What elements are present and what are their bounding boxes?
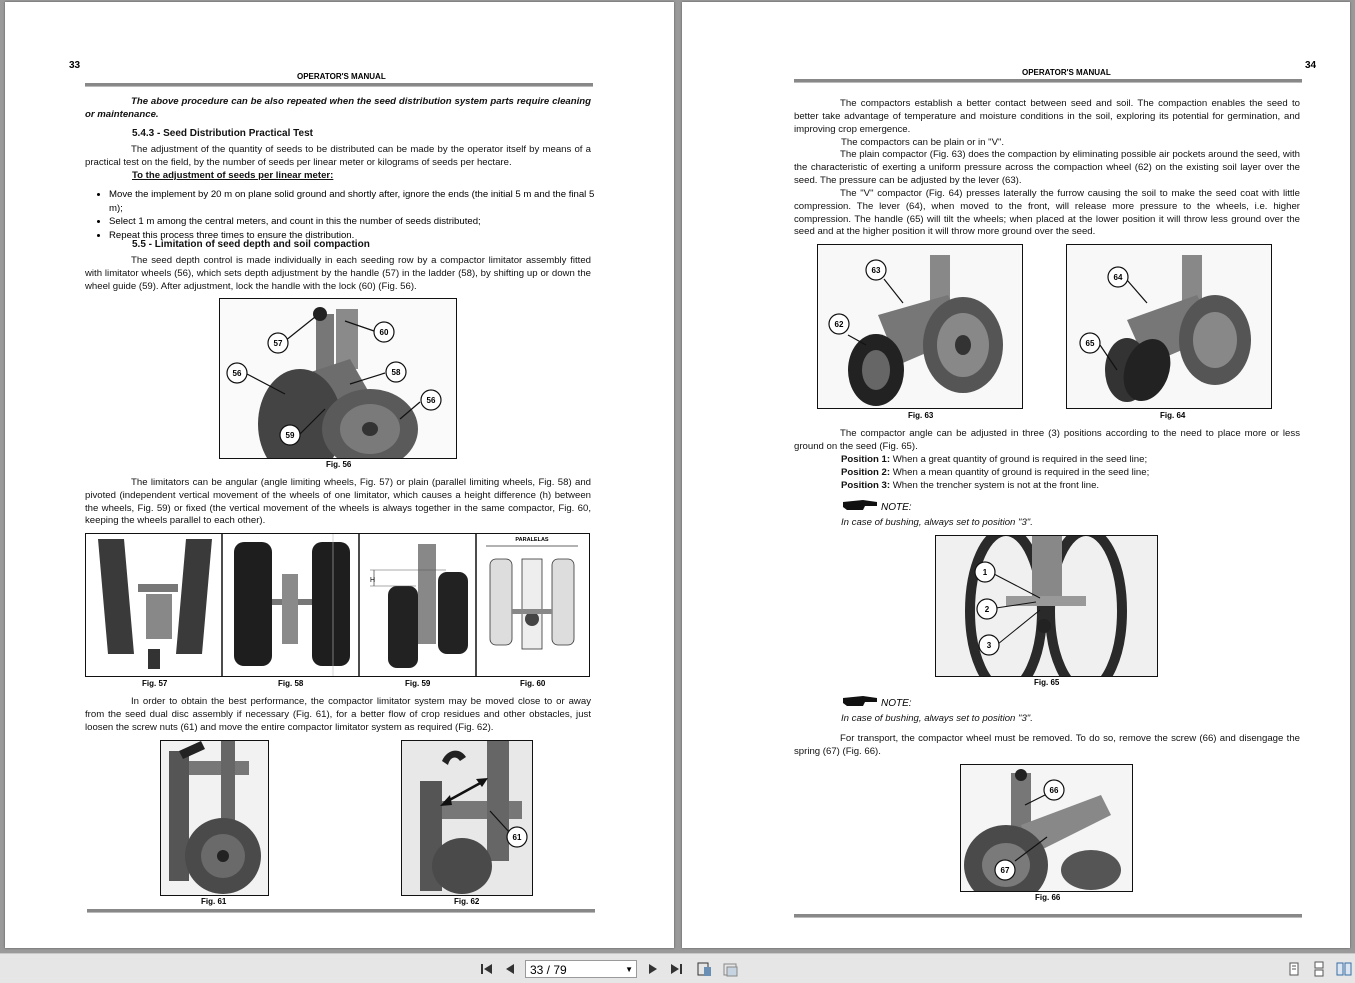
pointing-hand-icon	[841, 694, 879, 708]
figure-62	[401, 740, 533, 896]
position-label: Position 3:	[841, 480, 891, 491]
figure-caption: Fig. 56	[326, 460, 352, 469]
callout-label: 1	[982, 568, 988, 577]
next-page-icon[interactable]	[645, 961, 661, 977]
v-compactor-paragraph: The "V" compactor (Fig. 64) presses laterally the furrow causing the soil to make the seed coat with little compression. The lever (64), when moved to the front, will release more pressure to the wheels, i.e. higher compression. The handle (65) will tilt the wheels; when placed at the lower position it will throw less ground over the seed and at the higher position it will throw more ground over the seed.	[794, 188, 1300, 238]
single-page-icon[interactable]	[1286, 961, 1302, 977]
figure-caption: Fig. 64	[1160, 411, 1186, 420]
figure-row-57-60	[85, 533, 590, 677]
figure-64	[1066, 244, 1272, 409]
position-label: Position 1:	[841, 454, 891, 465]
footer-rule	[794, 914, 1302, 918]
figure-caption: Fig. 58	[278, 679, 304, 688]
fit-page-icon[interactable]	[696, 961, 712, 977]
adjust-subheading: To the adjustment of seeds per linear meter:	[132, 170, 334, 181]
section-heading-55: 5.5 - Limitation of seed depth and soil compaction	[132, 239, 370, 250]
position-text: When a mean quantity of ground is required in the seed line;	[890, 467, 1150, 478]
callout-label: 60	[379, 328, 389, 337]
position-text: When the trencher system is not at the front line.	[890, 480, 1100, 491]
position-3	[841, 480, 1099, 493]
callout-label: 61	[512, 833, 522, 842]
callout-label: 3	[986, 641, 992, 650]
figure-caption: Fig. 65	[1034, 678, 1060, 687]
page-header: OPERATOR'S MANUAL	[1022, 68, 1111, 77]
callout-label: 2	[984, 605, 990, 614]
callout-label: 65	[1085, 339, 1095, 348]
first-page-icon[interactable]	[478, 961, 494, 977]
figure-56	[219, 298, 457, 459]
compactor-types-paragraph: The compactors can be plain or in "V".	[841, 137, 1005, 148]
height-label: H	[370, 577, 376, 584]
list-item: • Repeat this process three times to ensure the distribution.	[109, 229, 595, 243]
adjust-paragraph: The adjustment of the quantity of seeds to be distributed can be made by the operator itself by means of a practical test on the field, by the number of seeds per linear meter or kilograms of seeds per hectare.	[85, 144, 591, 168]
right-page	[682, 2, 1350, 948]
prev-page-icon[interactable]	[502, 961, 518, 977]
figure-caption: Fig. 62	[454, 897, 480, 906]
figure-65	[935, 535, 1158, 677]
callout-label: 66	[1049, 786, 1059, 795]
note-text: In case of bushing, always set to position "3".	[841, 713, 1033, 724]
limitators-paragraph: The limitators can be angular (angle limiting wheels, Fig. 57) or plain (parallel limiting wheels, Fig. 58) and pivoted (independent vertical movement of the wheels of one limitator, which causes a height difference (h) between the wheels, Fig. 59) or fixed (the vertical movement of the wheels is always together in the same compactor, Fig. 60, keeping the wheels parallel to each other).	[85, 477, 591, 527]
callout-label: 57	[273, 339, 283, 348]
figure-caption: Fig. 63	[908, 411, 934, 420]
depth-paragraph: The seed depth control is made individually in each seeding row by a compactor limitator assembly fitted with limitator wheels (56), which sets depth adjustment by the handle (57) in the ladder (58), by shifting up or down the wheel guide (59). After adjustment, lock the handle with the lock (60) (Fig. 56).	[85, 255, 591, 292]
position-2	[841, 467, 1149, 480]
callout-label: 63	[871, 266, 881, 275]
note-label: NOTE:	[881, 502, 912, 513]
figure-caption: Fig. 60	[520, 679, 546, 688]
compactors-paragraph: The compactors establish a better contact between seed and soil. The compaction enables the seed to better take advantage of temperature and moisture conditions in the soil, exploring its potential for germination, and improving crop emergence.	[794, 98, 1300, 135]
figure-caption: Fig. 57	[142, 679, 168, 688]
procedure-list	[89, 188, 595, 242]
transport-paragraph: For transport, the compactor wheel must be removed. To do so, remove the screw (66) and disengage the spring (67) (Fig. 66).	[794, 733, 1300, 757]
pointing-hand-icon	[841, 498, 879, 512]
callout-label: 56	[232, 369, 242, 378]
page-header: OPERATOR'S MANUAL	[297, 72, 386, 81]
callout-label: 67	[1000, 866, 1010, 875]
list-item: • Select 1 m among the central meters, and count in this the number of seeds distributed;	[109, 215, 595, 229]
viewer-toolbar	[0, 953, 1355, 983]
note-label: NOTE:	[881, 698, 912, 709]
callout-label: 59	[285, 431, 295, 440]
callout-label: 64	[1113, 273, 1123, 282]
last-page-icon[interactable]	[669, 961, 685, 977]
chevron-down-icon[interactable]: ▼	[625, 965, 633, 974]
continuous-page-icon[interactable]	[1311, 961, 1327, 977]
figure-66	[960, 764, 1133, 892]
angle-paragraph: The compactor angle can be adjusted in three (3) positions according to the need to place more or less ground on the seed (Fig. 65).	[794, 428, 1300, 452]
performance-paragraph: In order to obtain the best performance, the compactor limitator system may be moved close to or away from the seed dual disc assembly if necessary (Fig. 61), for a better flow of crop residues and other obstacles, just loosen the screw nuts (61) and move the entire compactor limitator system as required (Fig. 62).	[85, 696, 591, 733]
figure-caption: Fig. 59	[405, 679, 431, 688]
footer-rule	[87, 909, 595, 913]
position-text: When a great quantity of ground is required in the seed line;	[890, 454, 1148, 465]
page-number-input[interactable]	[525, 960, 637, 978]
page-number: 33	[69, 60, 81, 71]
note-text: In case of bushing, always set to position "3".	[841, 517, 1033, 528]
page-number-value: 33 / 79	[530, 963, 567, 977]
callout-label: 58	[391, 368, 401, 377]
figure-caption: Fig. 61	[201, 897, 227, 906]
figure-63	[817, 244, 1023, 409]
callout-label: 62	[834, 320, 844, 329]
two-page-icon[interactable]	[1336, 961, 1352, 977]
page-number: 34	[1305, 60, 1317, 71]
position-label: Position 2:	[841, 467, 891, 478]
left-page	[5, 2, 674, 948]
intro-paragraph: The above procedure can be also repeated when the seed distribution system parts require cleaning or maintenance.	[85, 96, 591, 120]
figure-caption: Fig. 66	[1035, 893, 1061, 902]
header-rule	[794, 79, 1302, 83]
plain-compactor-paragraph: The plain compactor (Fig. 63) does the compaction by eliminating possible air pockets around the seed, with the characteristic of exerting a uniform pressure across the compaction wheel (62) on the existing soil layer over the seed. The pressure can be adjusted by the lever (63).	[794, 149, 1300, 186]
position-1	[841, 454, 1147, 467]
fit-width-icon[interactable]	[722, 961, 738, 977]
header-rule	[85, 83, 593, 87]
callout-label: 56	[426, 396, 436, 405]
list-item: • Move the implement by 20 m on plane solid ground and shortly after, ignore the ends (the initial 5 m and the final 5 m);	[109, 188, 595, 215]
paralelas-label: PARALELAS	[515, 537, 549, 543]
section-heading-543: 5.4.3 - Seed Distribution Practical Test	[132, 128, 313, 139]
figure-61	[160, 740, 269, 896]
